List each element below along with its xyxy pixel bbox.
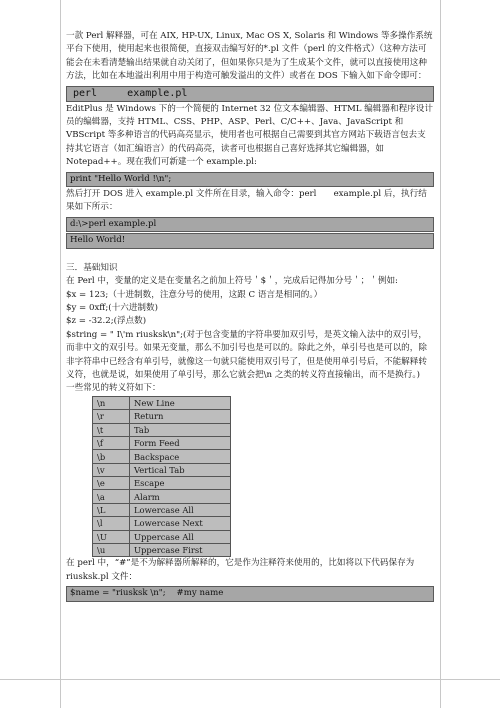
page-border-right [440, 0, 441, 708]
escape-row [93, 410, 231, 423]
code-dos-output: Hello World! [66, 233, 434, 248]
escape-code: \n [93, 396, 130, 409]
escape-meaning: Tab [130, 423, 231, 436]
escape-code: \L [93, 503, 130, 516]
escape-meaning: New Line [130, 396, 231, 409]
escape-code: \u [93, 544, 130, 557]
code-comment-example: $name = "riusksk \n"; #my name [66, 586, 434, 601]
escape-code: \v [93, 463, 130, 476]
escape-row [93, 530, 231, 543]
escape-meaning: Uppercase First [130, 544, 231, 557]
escape-meaning: Backspace [130, 450, 231, 463]
escape-meaning: Vertical Tab [130, 463, 231, 476]
escape-row [93, 490, 231, 503]
escape-meaning: Escape [130, 477, 231, 490]
escape-row [93, 463, 231, 476]
escape-row [93, 436, 231, 449]
document-body [66, 30, 434, 603]
code-hello-source: print "Hello World !\n"; [66, 172, 434, 187]
escape-meaning: Alarm [130, 490, 231, 503]
escape-row [93, 544, 231, 557]
escape-meaning: Lowercase Next [130, 517, 231, 530]
page-border-bottom [0, 679, 500, 680]
variable-intro: 在 Perl 中，变量的定义是在变量名之前加上符号＇$＇，完成后记得加分号＇；＇例如: [66, 276, 398, 287]
example-float: $z = -32.2;(浮点数) [66, 316, 147, 327]
escape-code: \t [93, 423, 130, 436]
escape-code: \f [93, 436, 130, 449]
escape-row [93, 503, 231, 516]
escape-meaning: Return [130, 410, 231, 423]
page-border-left [60, 0, 61, 708]
code-perl-command: perl example.pl [66, 86, 434, 102]
escape-code: \U [93, 530, 130, 543]
comment-intro: 在 perl 中，“#”是不为解释器所解释的，它是作为注释符来使用的，比如将以下代码保存为 riusksk.pl 文件： [66, 558, 415, 582]
escape-table [92, 396, 231, 558]
run-paragraph: 然后打开 DOS 进入 example.pl 文件所在目录，输入命令：perl example.pl 后，执行结果如下所示： [66, 189, 427, 213]
intro-paragraph: 一款 Perl 解释器，可在 AIX, HP-UX, Linux, Mac OS X, Solaris 和 Windows 等多操作系统平台下使用，使用起来也很简便，直接双击编写好的*.pl 文件（perl 的文件格式）（这种方法可能会在未看清楚输出结果就自动关闭了，但如果你只是为了生成某个文件，就可以直接使用这种方法，比如在本地溢出利用中用于构造可触发溢出的文件）或者在 DOS 下输入如下命令即可： [66, 31, 433, 82]
example-string: $string = " I\'m riusksk\n";(对于包含变量的字符串要加双引号，是英文输入法中的双引号，而非中文的双引号。如果无变量，那么不加引号也是可以的。除此之外，单引号也是可以的，除非字符串中已经含有单引号，就像这一句就只能使用双引号了，但是使用单引号后，不能解释转义符，也就是说，如果使用了单引号，那么它就会把\n 之类的转义符直接输出，而不是换行。) [66, 329, 427, 380]
escape-row [93, 477, 231, 490]
escape-intro: 一些常见的转义符如下： [66, 383, 161, 394]
escape-meaning: Lowercase All [130, 503, 231, 516]
example-hex: $y = 0xff;(十六进制数) [66, 302, 158, 313]
editplus-paragraph: EditPlus 是 Windows 下的一个简便的 Internet 32 位文本编辑器、HTML 编辑器和程序设计员的编辑器，支持 HTML、CSS、PHP、ASP、Perl、C/C++、Java、JavaScript 和 VBScript 等多种语言的代码高亮显示，使用者也可根据自己需要到其官方网站下载语言包去支持其它语言（如汇编语言）的代码高亮，读者可也根据自己喜好选择其它编辑器，如 Notepad++。现在我们可新建一个 example.pl: [66, 103, 433, 168]
escape-row [93, 396, 231, 409]
escape-code: \e [93, 477, 130, 490]
escape-code: \l [93, 517, 130, 530]
escape-meaning: Form Feed [130, 436, 231, 449]
escape-code: \r [93, 410, 130, 423]
escape-row [93, 517, 231, 530]
section-title: 三．基础知识 [66, 262, 118, 273]
escape-code: \b [93, 450, 130, 463]
escape-row [93, 450, 231, 463]
example-decimal: $x = 123;（十进制数，注意分号的使用，这跟 C 语言是相同的。） [66, 289, 323, 300]
escape-code: \a [93, 490, 130, 503]
escape-row [93, 423, 231, 436]
escape-meaning: Uppercase All [130, 530, 231, 543]
code-dos-command: d:\>perl example.pl [66, 217, 434, 232]
